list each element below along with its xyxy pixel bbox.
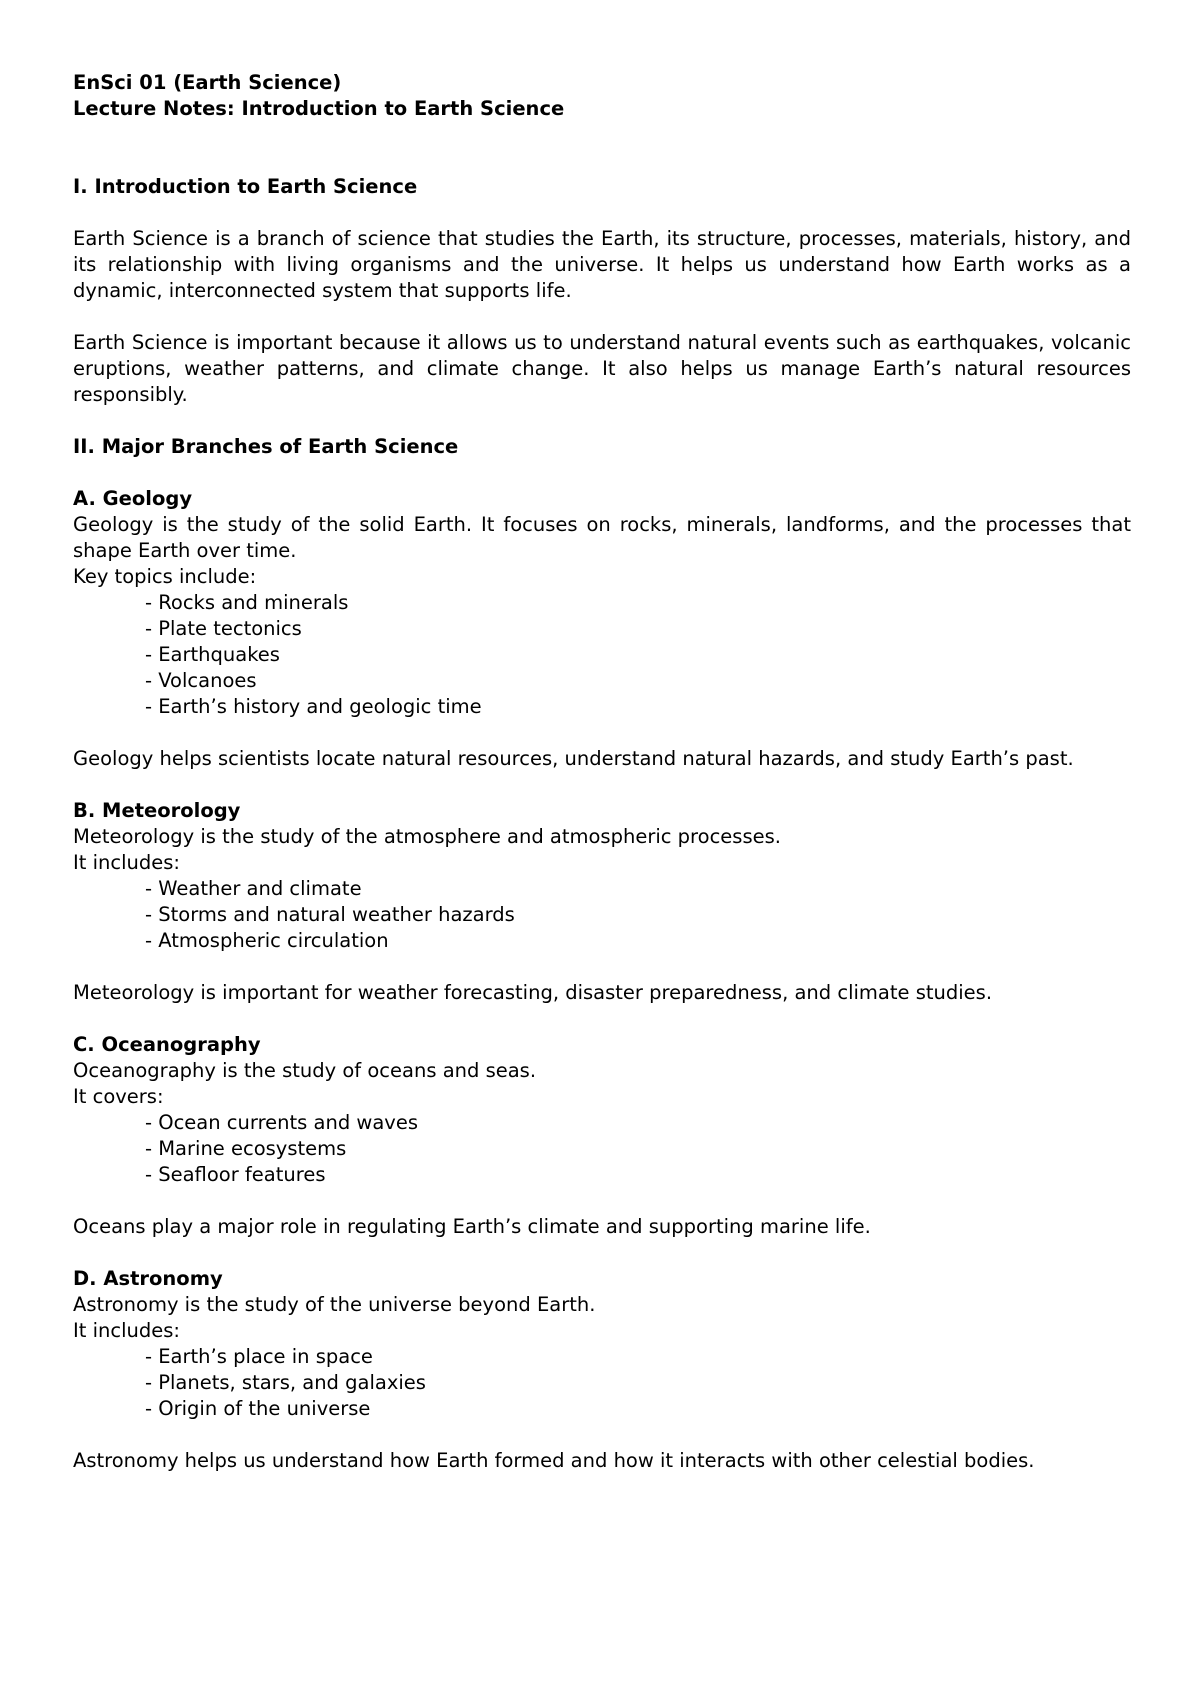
list-item: - Origin of the universe <box>145 1397 371 1420</box>
subheading-meteorology: B. Meteorology <box>73 799 241 822</box>
list-item: - Storms and natural weather hazards <box>145 903 515 926</box>
geology-closing: Geology helps scientists locate natural resources, understand natural hazards, and study Earth’s past. <box>73 747 1074 770</box>
list-item: - Earth’s place in space <box>145 1345 373 1368</box>
intro-paragraph-definition: Earth Science is a branch of science that studies the Earth, its structure, processes, materials, history, and its relationship with living organisms and the universe. It helps us understand how Earth works as a dynamic, interconnected system that supports life. <box>73 227 1131 302</box>
geology-definition: Geology is the study of the solid Earth. It focuses on rocks, minerals, landforms, and the processes that shape Earth over time. <box>73 513 1131 562</box>
section-heading-branches: II. Major Branches of Earth Science <box>73 435 459 458</box>
list-item: - Planets, stars, and galaxies <box>145 1371 426 1394</box>
subheading-astronomy: D. Astronomy <box>73 1267 223 1290</box>
list-item: - Ocean currents and waves <box>145 1111 418 1134</box>
list-item: - Seafloor features <box>145 1163 326 1186</box>
astronomy-closing: Astronomy helps us understand how Earth formed and how it interacts with other celestial bodies. <box>73 1449 1035 1472</box>
meteorology-list-intro: It includes: <box>73 851 180 874</box>
meteorology-topic-list <box>73 876 1131 954</box>
list-item: - Plate tectonics <box>145 617 302 640</box>
geology-topic-list <box>73 590 1131 720</box>
oceanography-topic-list <box>73 1110 1131 1188</box>
subheading-geology: A. Geology <box>73 487 193 510</box>
meteorology-definition: Meteorology is the study of the atmosphere and atmospheric processes. <box>73 825 781 848</box>
list-item: - Volcanoes <box>145 669 257 692</box>
oceanography-definition: Oceanography is the study of oceans and seas. <box>73 1059 537 1082</box>
astronomy-topic-list <box>73 1344 1131 1422</box>
intro-paragraph-importance: Earth Science is important because it allows us to understand natural events such as earthquakes, volcanic eruptions, weather patterns, and climate change. It also helps us manage Earth’s natural resources responsibly. <box>73 331 1131 406</box>
meteorology-closing: Meteorology is important for weather forecasting, disaster preparedness, and climate studies. <box>73 981 993 1004</box>
oceanography-list-intro: It covers: <box>73 1085 164 1108</box>
document-page <box>73 70 1131 1474</box>
oceanography-closing: Oceans play a major role in regulating Earth’s climate and supporting marine life. <box>73 1215 871 1238</box>
geology-list-intro: Key topics include: <box>73 565 257 588</box>
astronomy-definition: Astronomy is the study of the universe beyond Earth. <box>73 1293 596 1316</box>
course-title: EnSci 01 (Earth Science) <box>73 71 342 94</box>
lecture-subtitle: Lecture Notes: Introduction to Earth Science <box>73 97 565 120</box>
section-heading-introduction: I. Introduction to Earth Science <box>73 175 418 198</box>
list-item: - Atmospheric circulation <box>145 929 389 952</box>
astronomy-list-intro: It includes: <box>73 1319 180 1342</box>
list-item: - Earthquakes <box>145 643 280 666</box>
list-item: - Earth’s history and geologic time <box>145 695 482 718</box>
list-item: - Rocks and minerals <box>145 591 349 614</box>
list-item: - Marine ecosystems <box>145 1137 347 1160</box>
list-item: - Weather and climate <box>145 877 362 900</box>
subheading-oceanography: C. Oceanography <box>73 1033 261 1056</box>
